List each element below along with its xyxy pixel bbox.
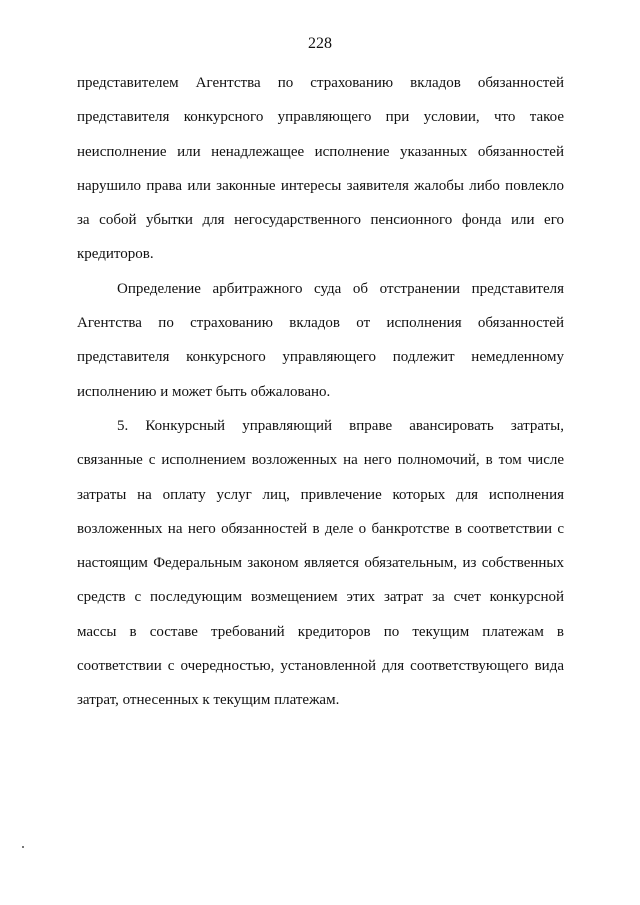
page-number: 228 bbox=[308, 35, 332, 52]
document-body bbox=[77, 66, 564, 718]
paragraph-court-ruling: Определение арбитражного суда об отстранении представителя Агентства по страхованию вкладов от исполнения обязанностей представителя конкурсного управляющего подлежит немедленному исполнению и может быть обжаловано. bbox=[77, 280, 564, 400]
paragraph-item-5: 5. Конкурсный управляющий вправе авансировать затраты, связанные с исполнением возложенных на него полномочий, в том числе затраты на оплату услуг лиц, привлечение которых для исполнения возложенных на него обязанностей в деле о банкротстве в соответствии с настоящим Федеральным законом является обязательным, из собственных средств с последующим возмещением этих затрат за счет конкурсной массы в составе требований кредиторов по текущим платежам в соответствии с очередностью, установленной для соответствующего вида затрат, отнесенных к текущим платежам. bbox=[77, 417, 564, 709]
paragraph-continuation: представителем Агентства по страхованию вкладов обязанностей представителя конкурсного управляющего при условии, что такое неисполнение или ненадлежащее исполнение указанных обязанностей нарушило права или законные интересы заявителя жалобы либо повлекло за собой убытки для негосударственного пенсионного фонда или его кредиторов. bbox=[77, 75, 564, 263]
scan-speck bbox=[22, 846, 24, 848]
